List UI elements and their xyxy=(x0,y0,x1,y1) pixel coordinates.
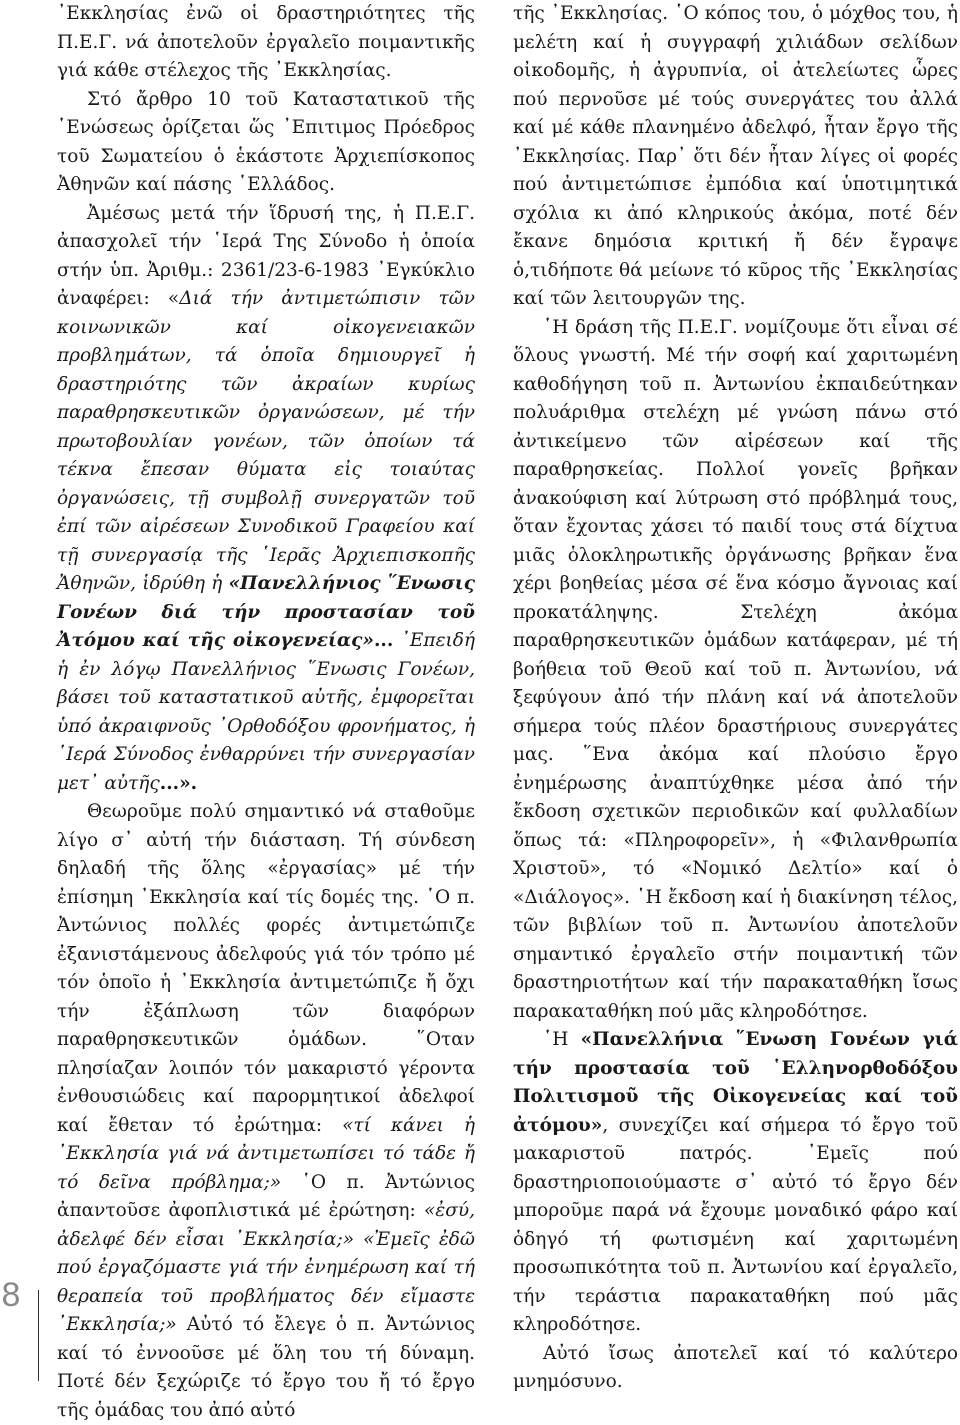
quote-close: ...». xyxy=(159,772,198,794)
left-column xyxy=(57,0,475,1425)
right-paragraph-1: τῆς ᾿Εκκλησίας. ῾Ο κόπος του, ὁ μόχθος του, ἡ μελέτη καί ἡ συγγραφή χιλιάδων σελίδων οἰκοδομῆς, ἡ ἀγρυπνία, οἱ ἀτελείωτες ὧρες πού περνοῦσε μέ τούς συνεργάτες του ἀλλά καί μέ κάθε πλανημένο ἀδελφό, ἦταν ἔργο τῆς ᾿Εκκλησίας. Παρ᾿ ὅτι δέν ἦταν λίγες οἱ φορές πού ἀντιμετώπισε ἐμπόδια καί ὑποτιμητικά σχόλια κι ἀπό κληρικούς ἀκόμα, ποτέ δέν ἔκανε δημόσια κριτική ἤ δέν ἔγραψε ὁ,τιδήποτε θά μείωνε τό κῦρος τῆς ᾿Εκκλησίας καί τῶν λειτουργῶν της. xyxy=(513,3,958,309)
text-run: Θεωροῦμε πολύ σημαντικό νά σταθοῦμε λίγο σ᾿ αὐτή τήν διάσταση. Τή σύνδεση δηλαδή τῆς ὅλης «ἐργασίας» μέ τήν ἐπίσημη ᾿Εκκλησία καί τίς δομές της. ῾Ο π. Ἀντώνιος πολλές φορές ἀντιμετώπιζε ἐξανιστάμενους ἀδελφούς γιά τόν τρόπο μέ τόν ὁποῖο ἡ ᾿Εκκλησία ἀντιμετώπιζε ἤ ὄχι τήν ἐξάπλωση τῶν διαφόρων παραθρησκευτικῶν ὁμάδων. ῞Οταν πλησίαζαν λοιπόν τόν μακαριστό γέροντα ἐνθουσιώδεις καί παρορμητικοί ἀδελφοί καί ἔθεταν τό ἐρώτημα: xyxy=(57,801,475,1136)
bold-ellipsis: ... xyxy=(373,630,394,651)
right-paragraph-2: ῾Η δράση τῆς Π.Ε.Γ. νομίζουμε ὅτι εἶναι σέ ὅλους γνωστή. Μέ τήν σοφή καί χαριτωμένη καθοδήγηση τοῦ π. Ἀντωνίου ἐκπαιδεύτηκαν πολυάριθμα στελέχη μέ γνώση πάνω στό ἀντικείμενο τῶν αἱρέσεων καί τῆς παραθρησκείας. Πολλοί γονεῖς βρῆκαν ἀνακούφιση καί λύτρωση στό πρόβλημά τους, ὅταν ἔχοντας χάσει τό παιδί τους στά δίχτυα μιᾶς ὁλοκληρωτικῆς ὀργάνωσης βρῆκαν ἕνα χέρι βοηθείας μέσα σέ ἕνα κόσμο ἄγνοιας καί προκατάληψης. Στελέχη ἀκόμα παραθρησκευτικῶν ὁμάδων κατάφεραν, μέ τή βοήθεια τοῦ Θεοῦ καί τοῦ π. Ἀντωνίου, νά ξεφύγουν ἀπό τήν πλάνη καί νά ἀποτελοῦν σήμερα τούς πλέον δραστήριους συνεργάτες μας. ῞Ενα ἀκόμα καί πλούσιο ἔργο ἐνημέρωσης ἀναπτύχθηκε μέσα ἀπό τήν ἔκδοση σχετικῶν περιοδικῶν καί φυλλαδίων ὅπως τά: «Πληροφορεῖν», ἡ «Φιλανθρωπία Χριστοῦ», τό «Νομικό Δελτίο» καί ὁ «Διάλογος». ῾Η ἔκδοση καί ἡ διακίνηση τέλος, τῶν βιβλίων τοῦ π. Ἀντωνίου ἀποτελοῦν σημαντικό ἐργαλεῖο στήν ποιμαντική τῶν δραστηριοτήτων καί τήν παρακαταθήκη ἴσως παρακαταθήκη πού μᾶς κληροδότησε. xyxy=(513,316,958,1022)
left-paragraph-4 xyxy=(57,798,475,1425)
text-run: , συνεχίζει καί σήμερα τό ἔργο τοῦ μακαριστοῦ πατρός. ᾿Εμεῖς πού δραστηριοποιούμαστε σ᾿ αὐτό τό ἔργο δέν μποροῦμε παρά νά ἔχουμε μοναδικό φάρο καί ὁδηγό τή φωτισμένη καί χαριτωμένη προσωπικότητα τοῦ π. Ἀντωνίου καί ἐργαλεῖο, τήν τεράστια παρακαταθήκη πού μᾶς κληροδότησε. xyxy=(513,1114,958,1335)
union-name-bold: «Πανελλήνιος ῞Ενωσις Γονέων διά τήν προστασίαν τοῦ Ἀτόμου καί τῆς οἰκογενείας» xyxy=(57,573,475,651)
text-run: Ἀμέσως μετά τήν ἵδρυσή της, ἡ Π.Ε.Γ. ἀπασχολεῖ τήν ῾Ιερά Της Σύνοδο ἡ ὁποία στήν ὑπ. Ἀριθμ.: 2361/23-6-1983 ᾿Εγκύκλιο ἀναφέρει: « xyxy=(57,202,475,309)
text-run: Αὐτό τό ἔλεγε ὁ π. Ἀντώνιος καί τό ἐννοοῦσε μέ ὅλη του τή δύναμη. Ποτέ δέν ξεχώριζε τό ἔργο του ἤ τό ἔργο τῆς ὁμάδας του ἀπό αὐτό xyxy=(57,1314,475,1421)
text-run: ῾Ο π. Ἀντώνιος ἀπαντοῦσε ἀφοπλιστικά μέ ἐρώτηση: xyxy=(57,1171,475,1221)
right-column xyxy=(513,0,958,1397)
margin-rule xyxy=(38,1290,39,1381)
left-paragraph-1: ᾿Εκκλησίας ἐνῶ οἱ δραστηριότητες τῆς Π.Ε.Γ. νά ἀποτελοῦν ἐργαλεῖο ποιμαντικῆς γιά κάθε στέλεχος τῆς ᾿Εκκλησίας. xyxy=(57,3,475,81)
answer-quote: «ἐσύ, ἀδελφέ δέν εἶσαι ᾿Εκκλησία;» «Ἐμεῖς ἐδῶ πού ἐργαζόμαστε γιά τήν ἐνημέρωση καί τή θεραπεία τοῦ προβλήματος δέν εἴμαστε ᾿Εκκλησία;» xyxy=(57,1200,475,1335)
text-run: ῾Η xyxy=(543,1029,581,1050)
right-paragraph-4: Αὐτό ἴσως ἀποτελεῖ καί τό καλύτερο μνημόσυνο. xyxy=(513,1342,958,1392)
left-paragraph-3 xyxy=(57,200,475,799)
right-paragraph-3 xyxy=(513,1026,958,1340)
union-name-bold: «Πανελλήνια ῞Ενωση Γονέων γιά τήν προστασία τοῦ ῾Ελληνορθοδόξου Πολιτισμοῦ τῆς Οἰκογενείας καί τοῦ ἀτόμου» xyxy=(513,1029,958,1136)
page-number: 8 xyxy=(1,1276,21,1314)
left-paragraph-2: Στό ἄρθρο 10 τοῦ Καταστατικοῦ τῆς ῾Ενώσεως ὁρίζεται ὥς ᾿Επιτιμος Πρόεδρος τοῦ Σωματείου ὁ ἑκάστοτε Ἀρχιεπίσκοπος Ἀθηνῶν καί πάσης ῾Ελλάδος. xyxy=(57,88,475,195)
question-quote: «τί κάνει ἡ ᾿Εκκλησία γιά νά ἀντιμετωπίσει τό τάδε ἤ τό δεῖνα πρόβλημα;» xyxy=(57,1114,475,1193)
encyclical-quote: Διά τήν ἀντιμετώπισιν τῶν κοινωνικῶν καί οἰκογενειακῶν προβλημάτων, τά ὁποῖα δημιουργεῖ ἡ δραστηριότης τῶν ἀκραίων κυρίως παραθρησκευτικῶν ὀργανώσεων, μέ τήν πρωτοβουλίαν γονέων, τῶν ὁποίων τά τέκνα ἔπεσαν θύματα εἰς τοιαύτας ὀργανώσεις, τῇ συμβολῇ συνεργατῶν τοῦ ἐπί τῶν αἱρέσεων Συνοδικοῦ Γραφείου καί τῇ συνεργασίᾳ τῆς ῾Ιερᾶς Ἀρχιεπισκοπῆς Ἀθηνῶν, ἱδρύθη ἡ xyxy=(57,288,476,594)
encyclical-quote-cont: ᾿Επειδή ἡ ἐν λόγῳ Πανελλήνιος ῞Ενωσις Γονέων, βάσει τοῦ καταστατικοῦ αὐτῆς, ἐμφορεῖται ὑπό ἀκραιφνοῦς ᾿Ορθοδόξου φρονήματος, ἡ ῾Ιερά Σύνοδος ἐνθαρρύνει τήν συνεργασίαν μετ᾿ αὐτῆς xyxy=(57,630,475,794)
